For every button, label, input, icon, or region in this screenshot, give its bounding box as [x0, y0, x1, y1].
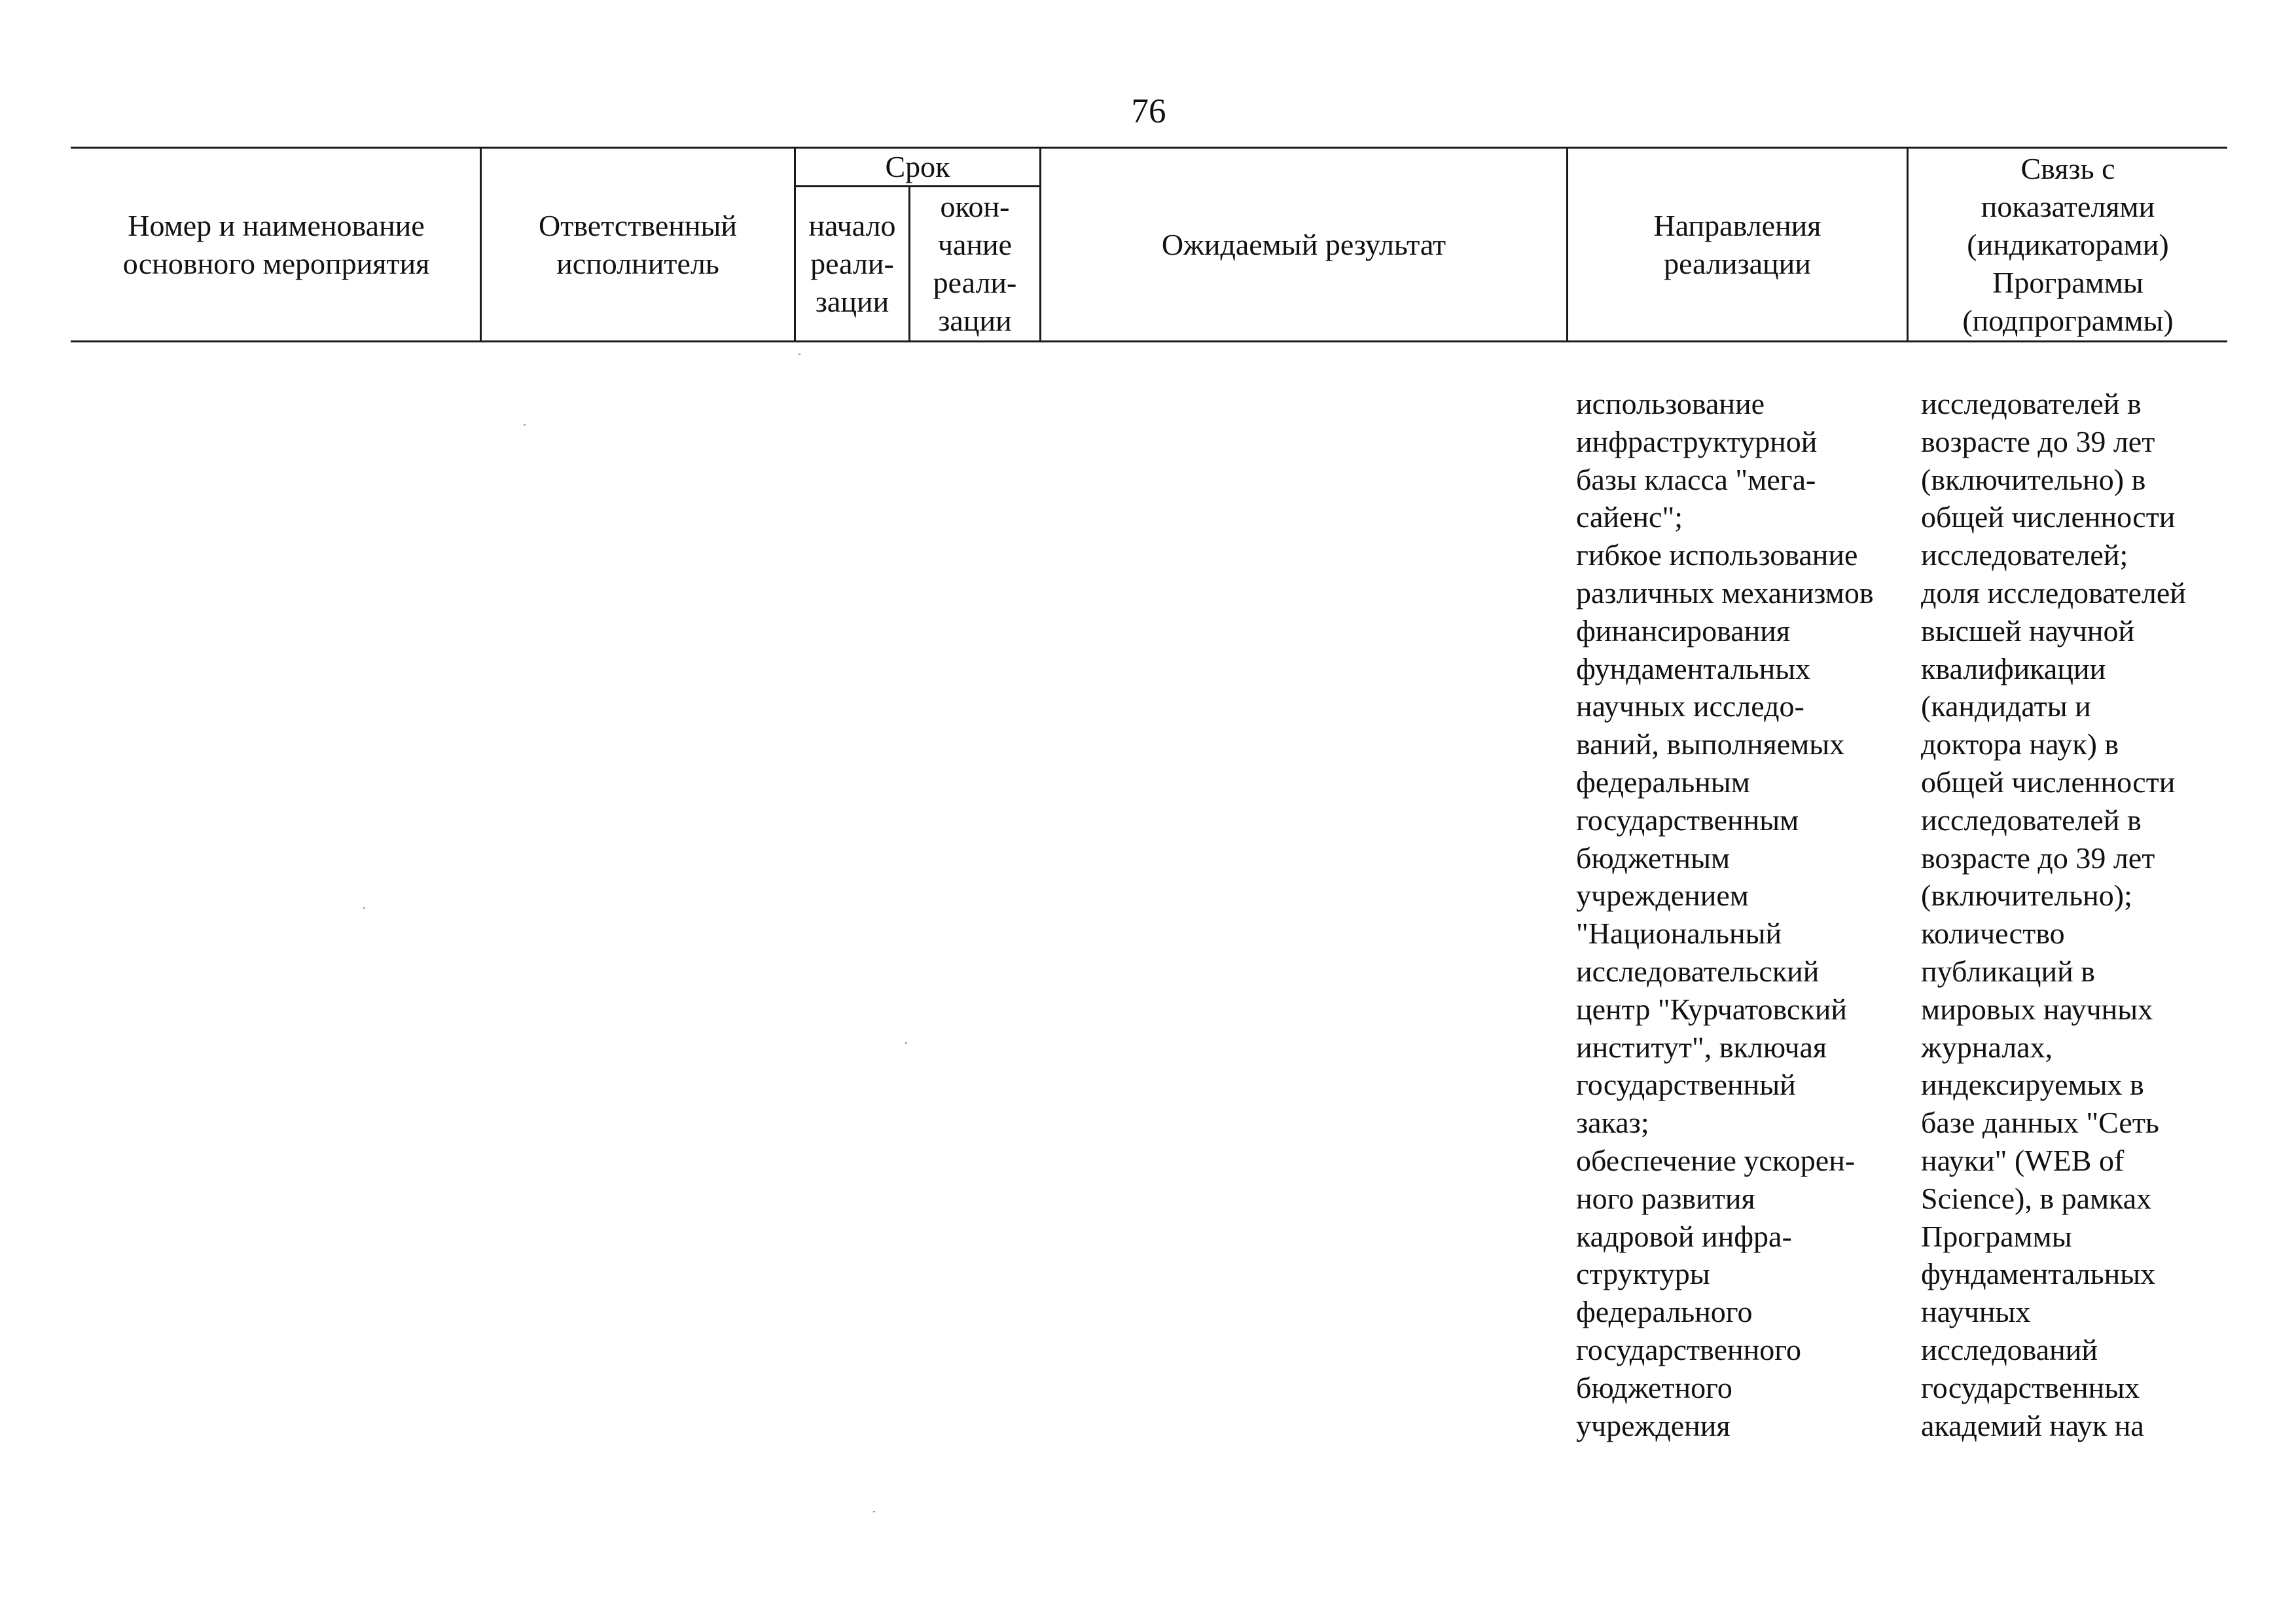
text-line: исследователей; [1921, 538, 2128, 572]
header-event-name: Номер и наименование основного мероприятия [122, 208, 430, 280]
text-line: финансирования [1576, 613, 1791, 647]
header-directions: Направления реализации [1653, 208, 1821, 280]
scan-speck [873, 1511, 875, 1512]
text-line: учреждением [1576, 879, 1749, 913]
text-line: учреждения [1576, 1408, 1731, 1442]
page-number: 76 [1131, 92, 1166, 130]
header-end-date: окон- чание реали- зации [933, 190, 1017, 337]
text-line: мировых научных [1921, 992, 2153, 1026]
text-line: индексируемых в [1921, 1068, 2144, 1102]
header-expected-result: Ожидаемый результат [1161, 227, 1446, 261]
text-line: базе данных "Сеть [1921, 1106, 2159, 1140]
text-line: Программы [1921, 1219, 2072, 1253]
text-line: гибкое использование [1576, 538, 1858, 572]
text-line: квалификации [1921, 651, 2106, 685]
text-line: науки" (WEB of [1921, 1143, 2125, 1177]
scan-speck [905, 1042, 907, 1044]
text-line: бюджетным [1576, 841, 1731, 875]
text-line: государственным [1576, 803, 1799, 837]
text-line: исследований [1921, 1332, 2098, 1366]
text-line: заказ; [1576, 1106, 1649, 1140]
scan-speck [363, 907, 365, 909]
text-line: государственных [1921, 1370, 2140, 1404]
text-line: доля исследователей [1921, 575, 2186, 610]
table-header-bottom-rule [71, 340, 2227, 342]
text-line: возрасте до 39 лет [1921, 424, 2155, 458]
text-line: научных [1921, 1295, 2031, 1329]
text-line: исследователей в [1921, 803, 2142, 837]
scan-speck [798, 354, 800, 355]
text-line: государственного [1576, 1332, 1801, 1366]
text-line: научных исследо- [1576, 689, 1804, 723]
text-line: обеспечение ускорен- [1576, 1143, 1856, 1177]
text-line: базы класса "мега- [1576, 462, 1816, 496]
header-start-date: начало реали- зации [808, 209, 896, 318]
directions-cell [1576, 385, 1903, 1444]
text-line: бюджетного [1576, 1370, 1732, 1404]
text-line: журналах, [1921, 1030, 2053, 1064]
text-line: количество [1921, 917, 2065, 951]
text-line: (включительно) в [1921, 462, 2146, 496]
header-indicators: Связь с показателями (индикаторами) Программы (подпрограммы) [1962, 151, 2174, 337]
text-line: кадровой инфра- [1576, 1219, 1792, 1253]
text-line: высшей научной [1921, 613, 2135, 647]
text-line: общей численности [1921, 500, 2176, 534]
text-line: государственный [1576, 1068, 1796, 1102]
text-line: академий наук на [1921, 1408, 2144, 1442]
header-term: Срок [885, 150, 950, 183]
text-line: ваний, выполняемых [1576, 727, 1845, 761]
text-line: структуры [1576, 1257, 1710, 1291]
text-line: сайенс"; [1576, 500, 1683, 534]
indicators-cell [1921, 385, 2229, 1444]
text-line: ного развития [1576, 1181, 1755, 1215]
header-responsible-executor: Ответственный исполнитель [539, 208, 737, 280]
text-line: различных механизмов [1576, 575, 1874, 610]
text-line: фундаментальных [1576, 651, 1811, 685]
text-line: центр "Курчатовский [1576, 992, 1847, 1026]
text-line: фундаментальных [1921, 1257, 2156, 1291]
text-line: институт", включая [1576, 1030, 1827, 1064]
text-line: (включительно); [1921, 879, 2132, 913]
text-line: доктора наук) в [1921, 727, 2119, 761]
text-line: использование [1576, 387, 1765, 420]
text-line: исследователей в [1921, 387, 2142, 420]
text-line: федеральным [1576, 765, 1750, 799]
text-line: (кандидаты и [1921, 689, 2091, 723]
text-line: "Национальный [1576, 917, 1782, 951]
text-line: федерального [1576, 1295, 1753, 1329]
text-line: инфраструктурной [1576, 424, 1818, 458]
text-line: исследовательский [1576, 954, 1820, 988]
text-line: возрасте до 39 лет [1921, 841, 2155, 875]
text-line: Science), в рамках [1921, 1181, 2152, 1215]
text-line: публикаций в [1921, 954, 2095, 988]
scan-speck [524, 424, 526, 426]
text-line: общей численности [1921, 765, 2176, 799]
